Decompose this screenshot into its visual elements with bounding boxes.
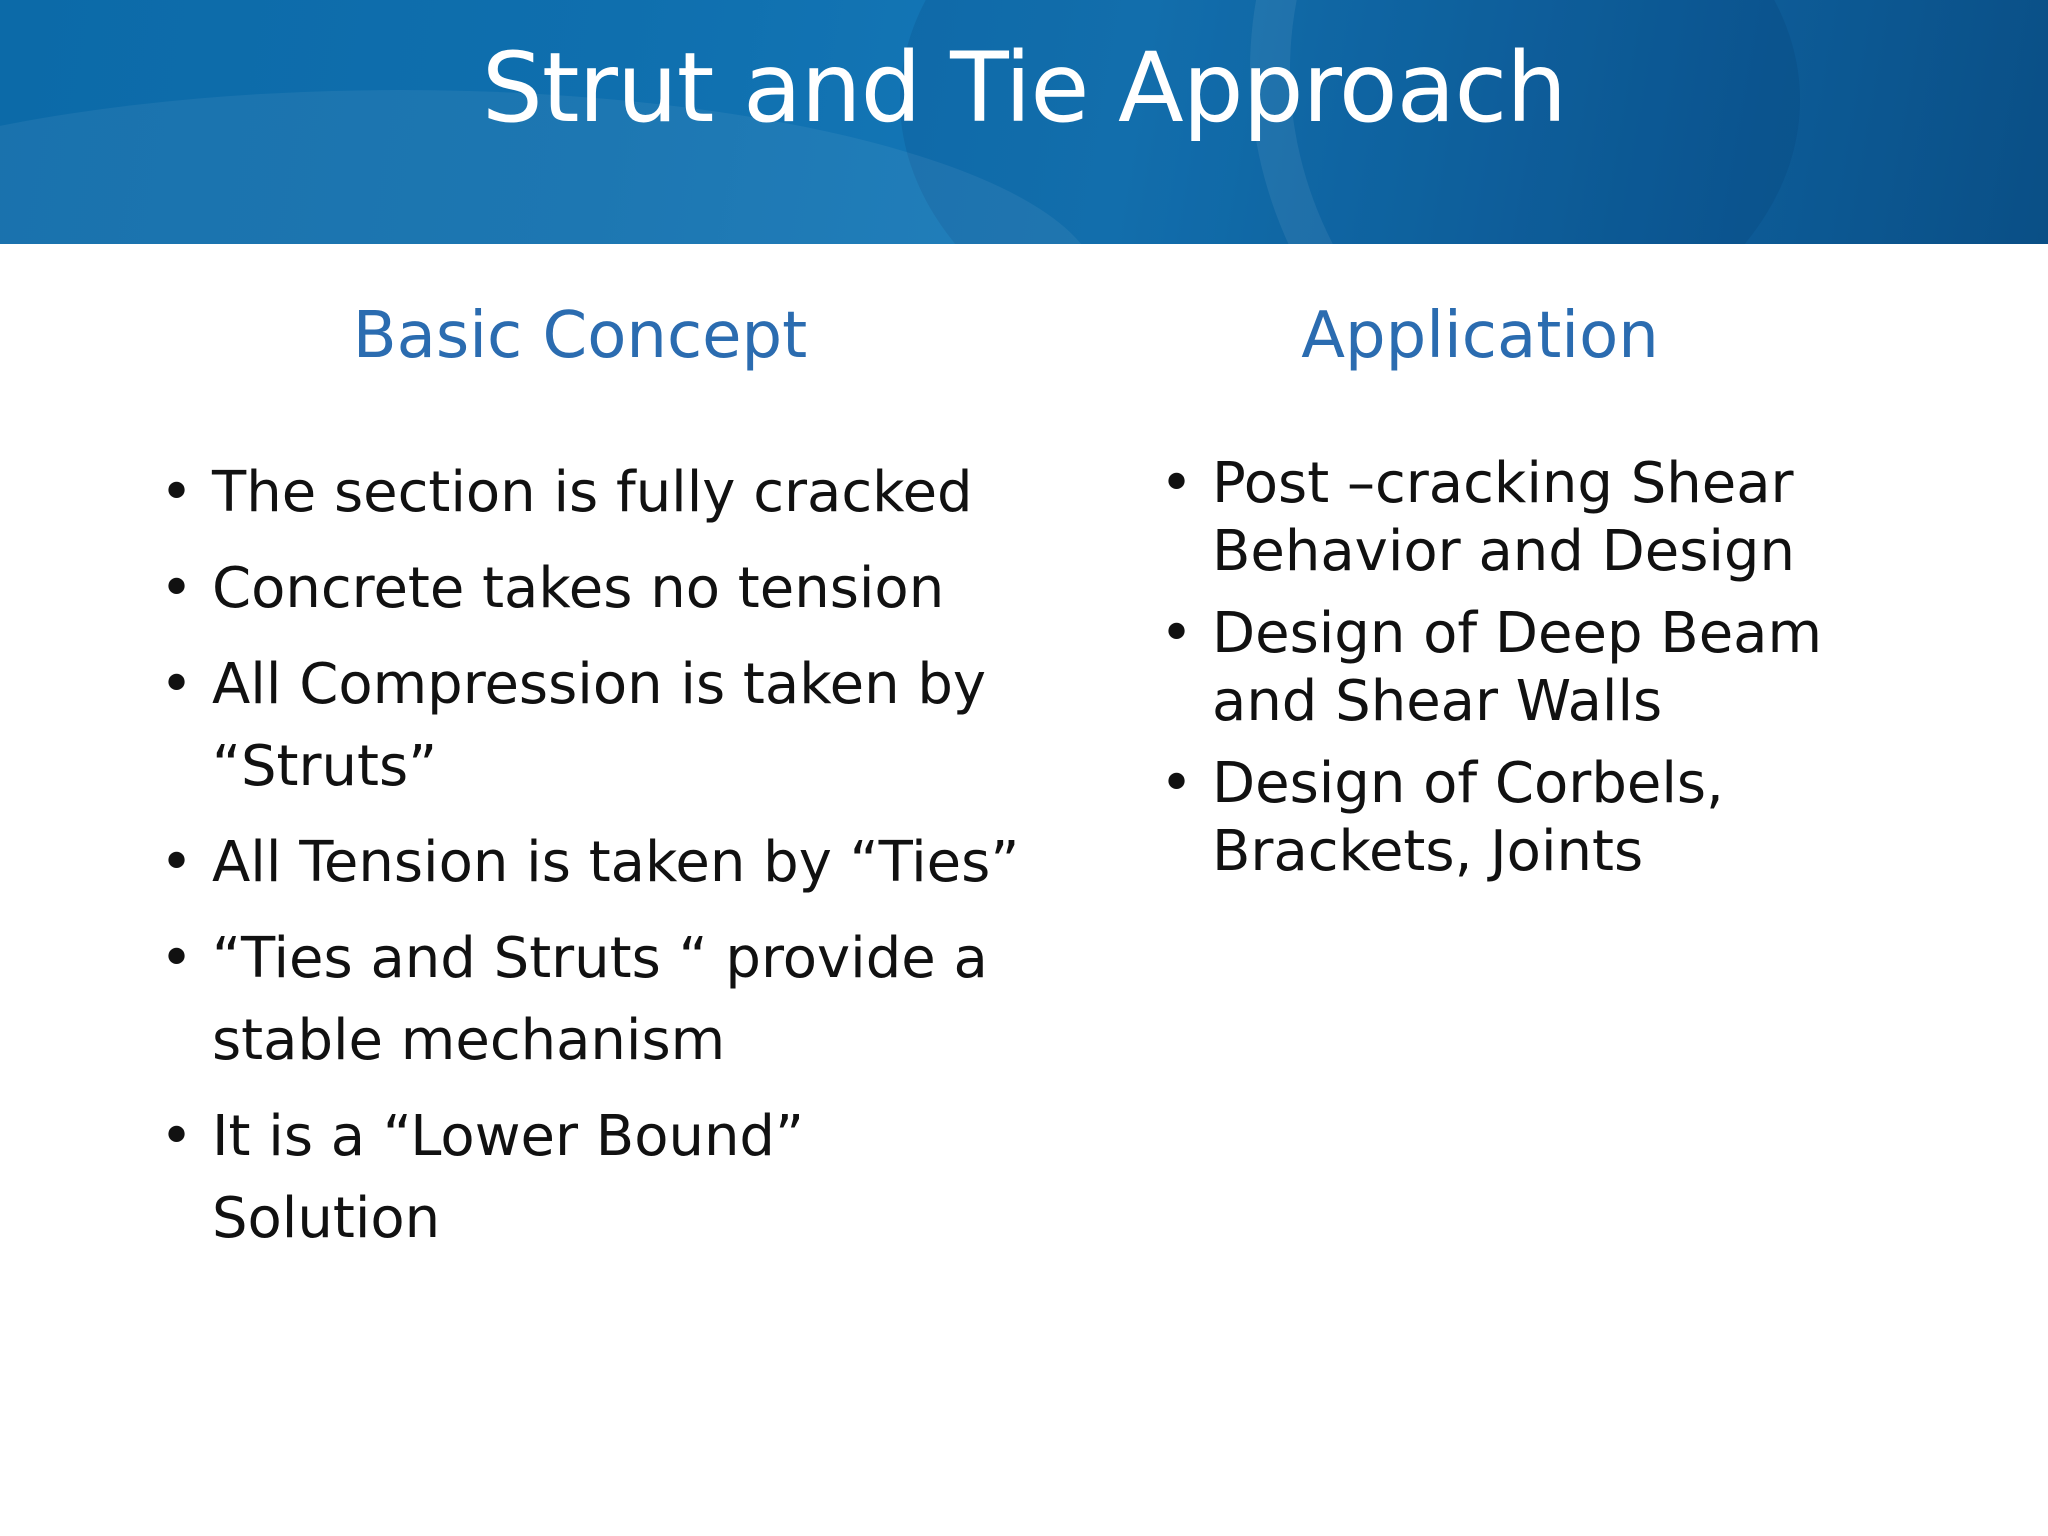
bullet-icon: • [1160, 601, 1194, 666]
list-item [1160, 450, 1920, 586]
bullet-icon: • [160, 556, 194, 621]
list-item [160, 918, 1020, 1082]
list-item-text: All Compression is taken by “Struts” [212, 652, 987, 799]
application-list [1160, 450, 1920, 900]
bullet-icon: • [160, 652, 194, 717]
list-item [1160, 600, 1920, 736]
list-item-text: Design of Corbels, Brackets, Joints [1212, 751, 1724, 884]
bullet-icon: • [160, 1104, 194, 1169]
list-item [160, 644, 1020, 808]
list-item [160, 452, 1020, 534]
slide-title: Strut and Tie Approach [481, 32, 1567, 144]
application-heading: Application [1301, 299, 1659, 373]
list-item-text: Design of Deep Beam and Shear Walls [1212, 601, 1823, 734]
list-item-text: All Tension is taken by “Ties” [212, 830, 1020, 895]
list-item-text: Post –cracking Shear Behavior and Design [1212, 451, 1795, 584]
list-item-text: “Ties and Struts “ provide a stable mechanism [212, 926, 988, 1073]
title-banner [0, 0, 2048, 244]
list-item [160, 548, 1020, 630]
list-item [160, 822, 1020, 904]
basic-concept-list [160, 452, 1020, 1274]
list-item-text: The section is fully cracked [212, 460, 973, 525]
list-item [160, 1096, 1020, 1260]
bullet-icon: • [1160, 751, 1194, 816]
list-item-text: Concrete takes no tension [212, 556, 945, 621]
list-item-text: It is a “Lower Bound” Solution [212, 1104, 804, 1251]
list-item [1160, 750, 1920, 886]
bullet-icon: • [160, 460, 194, 525]
bullet-icon: • [160, 830, 194, 895]
basic-concept-heading: Basic Concept [352, 299, 808, 373]
bullet-icon: • [160, 926, 194, 991]
bullet-icon: • [1160, 451, 1194, 516]
